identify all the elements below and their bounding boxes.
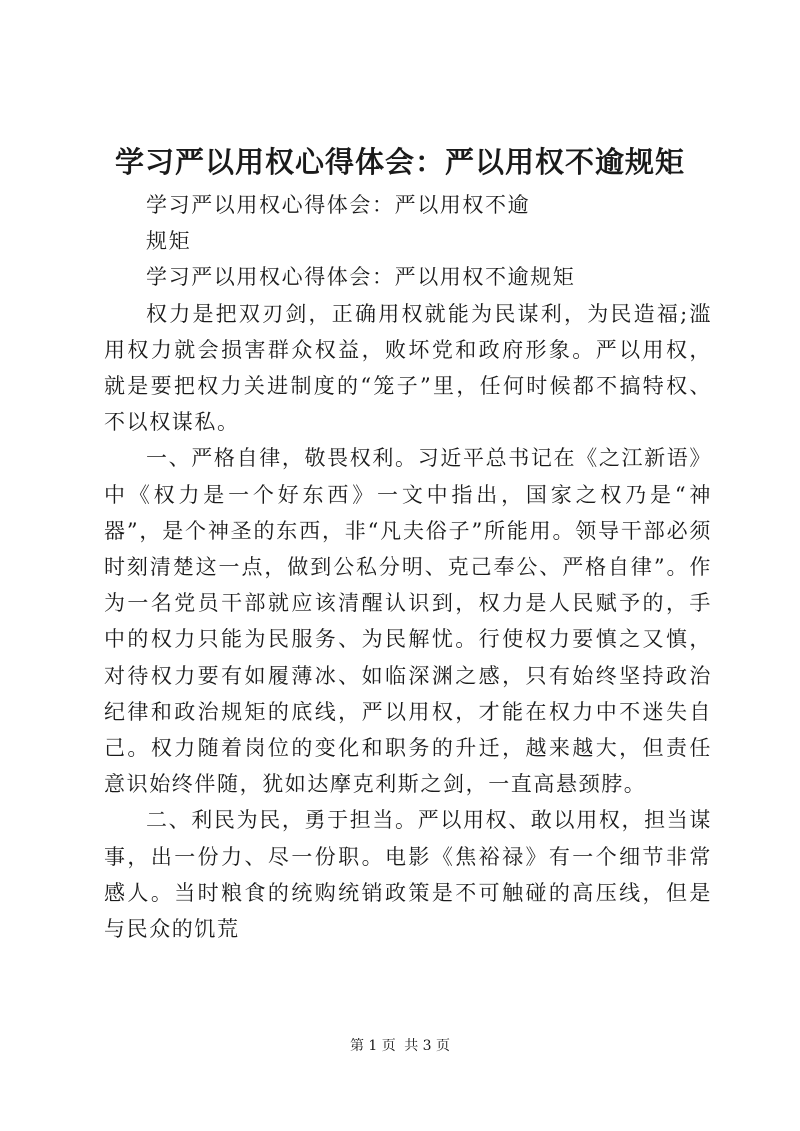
subtitle-line-3: 学习严以用权心得体会：严以用权不逾规矩 — [146, 265, 576, 290]
intro-paragraph: 权力是把双刃剑，正确用权就能为民谋利，为民造福;滥用权力就会损害群众权益，败坏党和政府形象。严以用权，就是要把权力关进制度的“笼子”里，任何时候都不搞特权、不以权谋私。 — [104, 301, 712, 435]
document-title: 学习严以用权心得体会：严以用权不逾规矩 — [114, 145, 685, 179]
section-one-paragraph: 一、严格自律，敬畏权利。习近平总书记在《之江新语》中《权力是一个好东西》一文中指出，国家之权乃是“神器”，是个神圣的东西，非“凡夫俗子”所能用。领导干部必须时刻清楚这一点，做到公私分明、克己奉公、严格自律”。作为一名党员干部就应该清醒认识到，权力是人民赋予的，手中的权力只能为民服务、为民解忧。行使权力要慎之又慎，对待权力要有如履薄冰、如临深渊之感，只有始终坚持政治纪律和政治规矩的底线，严以用权，才能在权力中不迷失自己。权力随着岗位的变化和职务的升迁，越来越大，但责任意识始终伴随，犹如达摩克利斯之剑，一直高悬颈脖。 — [104, 446, 712, 797]
subtitle-line-2: 规矩 — [146, 229, 192, 254]
document-body — [104, 187, 712, 947]
section-two-paragraph: 二、利民为民，勇于担当。严以用权、敢以用权，担当谋事，出一份力、尽一份职。电影《焦裕禄》有一个细节非常感人。当时粮食的统购统销政策是不可触碰的高压线，但是与民众的饥荒 — [104, 808, 712, 942]
page-footer — [0, 1036, 800, 1056]
subtitle-line-1: 学习严以用权心得体会：严以用权不逾 — [146, 193, 531, 217]
page-number: 第 1 页 — [349, 1038, 396, 1054]
page-total: 共 3 页 — [404, 1038, 451, 1054]
